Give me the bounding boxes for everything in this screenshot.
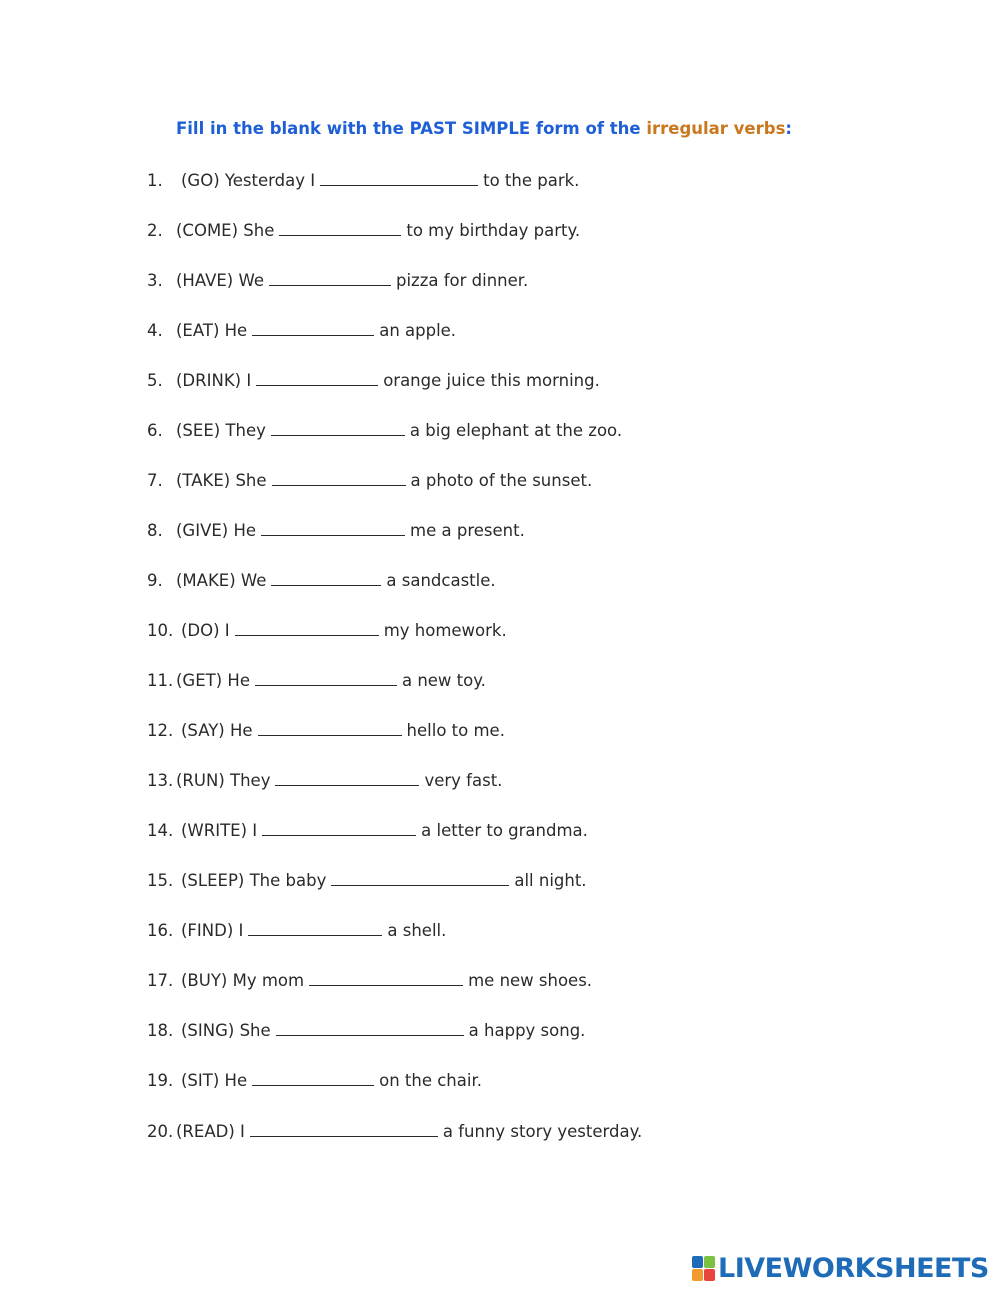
item-rest: a photo of the sunset. <box>410 471 593 490</box>
item-number: 4. <box>147 321 163 340</box>
exercise-item <box>147 571 496 595</box>
answer-blank[interactable] <box>252 1071 374 1086</box>
answer-blank[interactable] <box>235 621 379 636</box>
item-prompt: (RUN) They <box>176 771 271 790</box>
answer-blank[interactable] <box>252 321 374 336</box>
item-rest: a letter to grandma. <box>421 821 588 840</box>
item-number: 3. <box>147 271 163 290</box>
item-prompt: (READ) I <box>176 1122 245 1141</box>
item-number: 2. <box>147 221 163 240</box>
item-rest: a sandcastle. <box>386 571 496 590</box>
answer-blank[interactable] <box>250 1122 438 1137</box>
answer-blank[interactable] <box>271 571 381 586</box>
exercise-item <box>147 1122 642 1146</box>
liveworksheets-logo[interactable] <box>692 1254 989 1284</box>
item-rest: me a present. <box>410 521 525 540</box>
instructions-heading <box>176 119 792 138</box>
item-prompt: (DO) I <box>181 621 230 640</box>
item-prompt: (COME) She <box>176 221 275 240</box>
instructions-colon: : <box>785 119 793 138</box>
item-prompt: (HAVE) We <box>176 271 264 290</box>
item-number: 13. <box>147 771 174 790</box>
logo-blocks-icon <box>692 1256 716 1282</box>
item-prompt: (EAT) He <box>176 321 248 340</box>
item-rest: very fast. <box>424 771 503 790</box>
item-number: 7. <box>147 471 163 490</box>
answer-blank[interactable] <box>258 721 402 736</box>
item-number: 10. <box>147 621 174 640</box>
item-number: 9. <box>147 571 163 590</box>
answer-blank[interactable] <box>262 821 416 836</box>
item-prompt: (GO) Yesterday I <box>181 171 316 190</box>
item-rest: a shell. <box>387 921 447 940</box>
item-prompt: (SIT) He <box>181 1071 248 1090</box>
exercise-item <box>147 1021 585 1045</box>
item-rest: all night. <box>514 871 587 890</box>
answer-blank[interactable] <box>248 921 382 936</box>
exercise-item <box>147 971 592 995</box>
item-rest: an apple. <box>379 321 457 340</box>
item-number: 14. <box>147 821 174 840</box>
item-rest: me new shoes. <box>468 971 593 990</box>
exercise-item <box>147 421 622 445</box>
item-number: 20. <box>147 1122 174 1141</box>
item-number: 19. <box>147 1071 174 1090</box>
item-number: 1. <box>147 171 163 190</box>
item-prompt: (TAKE) She <box>176 471 267 490</box>
item-prompt: (WRITE) I <box>181 821 258 840</box>
item-rest: a big elephant at the zoo. <box>409 421 623 440</box>
item-prompt: (SLEEP) The baby <box>181 871 327 890</box>
item-prompt: (FIND) I <box>181 921 244 940</box>
exercise-item <box>147 771 502 795</box>
exercise-item <box>147 671 486 695</box>
exercise-item <box>147 871 587 895</box>
item-number: 18. <box>147 1021 174 1040</box>
item-rest: to the park. <box>483 171 580 190</box>
item-rest: a happy song. <box>468 1021 586 1040</box>
item-number: 15. <box>147 871 174 890</box>
item-number: 12. <box>147 721 174 740</box>
item-rest: a funny story yesterday. <box>442 1122 643 1141</box>
item-prompt: (SAY) He <box>181 721 253 740</box>
exercise-item <box>147 471 592 495</box>
exercise-item <box>147 621 507 645</box>
item-rest: orange juice this morning. <box>383 371 600 390</box>
exercise-item <box>147 921 446 945</box>
item-rest: pizza for dinner. <box>395 271 529 290</box>
answer-blank[interactable] <box>256 371 378 386</box>
item-prompt: (BUY) My mom <box>181 971 305 990</box>
item-number: 5. <box>147 371 163 390</box>
item-prompt: (SEE) They <box>176 421 266 440</box>
item-rest: a new toy. <box>401 671 486 690</box>
instructions-text: Fill in the blank with the PAST SIMPLE form of the <box>176 119 647 138</box>
exercise-item <box>147 171 579 195</box>
answer-blank[interactable] <box>272 471 406 486</box>
answer-blank[interactable] <box>320 171 478 186</box>
item-rest: hello to me. <box>406 721 505 740</box>
exercise-item <box>147 821 588 845</box>
answer-blank[interactable] <box>255 671 397 686</box>
exercise-item <box>147 271 528 295</box>
answer-blank[interactable] <box>275 771 419 786</box>
exercise-item <box>147 521 525 545</box>
answer-blank[interactable] <box>309 971 463 986</box>
item-rest: on the chair. <box>379 1071 482 1090</box>
exercise-item <box>147 321 456 345</box>
item-prompt: (GET) He <box>176 671 250 690</box>
item-number: 6. <box>147 421 163 440</box>
exercise-item <box>147 721 505 745</box>
item-prompt: (MAKE) We <box>176 571 267 590</box>
answer-blank[interactable] <box>276 1021 464 1036</box>
item-number: 11. <box>147 671 174 690</box>
exercise-item <box>147 1071 482 1095</box>
item-number: 8. <box>147 521 163 540</box>
item-number: 16. <box>147 921 174 940</box>
exercise-item <box>147 371 600 395</box>
item-prompt: (GIVE) He <box>176 521 257 540</box>
exercise-item <box>147 221 580 245</box>
item-rest: to my birthday party. <box>406 221 581 240</box>
instructions-highlight: irregular verbs <box>646 119 786 138</box>
answer-blank[interactable] <box>279 221 401 236</box>
item-rest: my homework. <box>383 621 507 640</box>
answer-blank[interactable] <box>269 271 391 286</box>
logo-text: LIVEWORKSHEETS <box>718 1253 989 1284</box>
answer-blank[interactable] <box>331 871 509 886</box>
answer-blank[interactable] <box>261 521 405 536</box>
item-number: 17. <box>147 971 174 990</box>
answer-blank[interactable] <box>271 421 405 436</box>
item-prompt: (SING) She <box>181 1021 271 1040</box>
item-prompt: (DRINK) I <box>176 371 252 390</box>
